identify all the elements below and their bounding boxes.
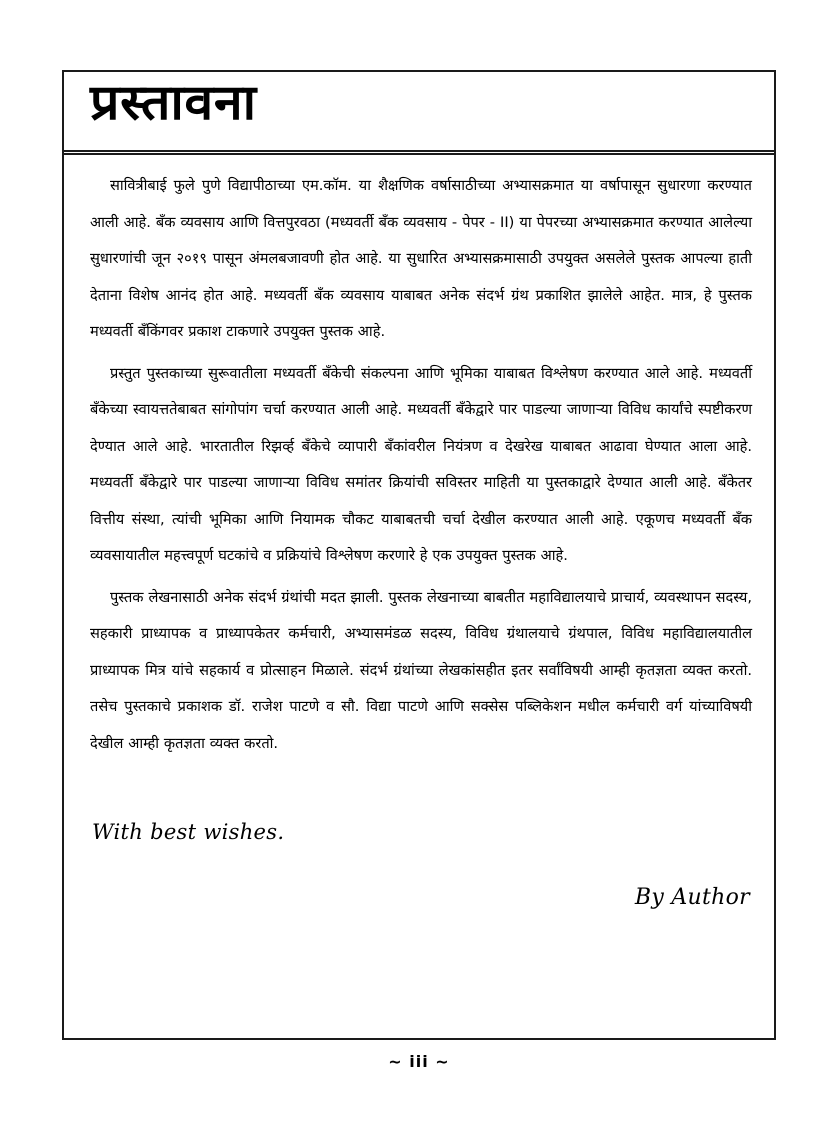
page-title: प्रस्तावना [90, 74, 257, 131]
paragraph-3: पुस्तक लेखनासाठी अनेक संदर्भ ग्रंथांची मदत झाली. पुस्तक लेखनाच्या बाबतीत महाविद्यालयाचे प्राचार्य, व्यवस्थापन सदस्य, सहकारी प्राध्यापक व प्राध्यापकेतर कर्मचारी, अभ्यासमंडळ सदस्य, विविध ग्रंथालयाचे ग्रंथपाल, विविध महाविद्यालयातील प्राध्यापक मित्र यांचे सहकार्य व प्रोत्साहन मिळाले. संदर्भ ग्रंथांच्या लेखकांसहीत इतर सर्वांविषयी आम्ही कृतज्ञता व्यक्त करतो. तसेच पुस्तकाचे प्रकाशक डॉ. राजेश पाटणे व सौ. विद्या पाटणे आणि सक्सेस पब्लिकेशन मधील कर्मचारी वर्ग यांच्याविषयी देखील आम्ही कृतज्ञता व्यक्त करतो. [90, 588, 752, 752]
paragraph-1: सावित्रीबाई फुले पुणे विद्यापीठाच्या एम.कॉम. या शैक्षणिक वर्षासाठीच्या अभ्यासक्रमात या वर्षापासून सुधारणा करण्यात आली आहे. बँक व्यवसाय आणि वित्तपुरवठा (मध्यवर्ती बँक व्यवसाय - पेपर - II) या पेपरच्या अभ्यासक्रमात करण्यात आलेल्या सुधारणांची जून २०१९ पासून अंमलबजावणी होत आहे. या सुधारित अभ्यासक्रमासाठी उपयुक्त असलेले पुस्तक आपल्या हाती देताना विशेष आनंद होत आहे. मध्यवर्ती बँक व्यवसाय याबाबत अनेक संदर्भ ग्रंथ प्रकाशित झालेले आहेत. मात्र, हे पुस्तक मध्यवर्ती बँकिंगवर प्रकाश टाकणारे उपयुक्त पुस्तक आहे. [90, 177, 752, 340]
signoff-block [90, 820, 752, 912]
title-divider-rule [64, 150, 774, 155]
by-author-signature: By Author [634, 885, 750, 911]
body-text-area [90, 168, 752, 1028]
best-wishes-text: With best wishes. [92, 820, 285, 844]
page-border-frame [62, 70, 776, 1040]
paragraph-2: प्रस्तुत पुस्तकाच्या सुरूवातीला मध्यवर्ती बँकेची संकल्पना आणि भूमिका याबाबत विश्लेषण करण्यात आले आहे. मध्यवर्ती बँकेच्या स्वायत्ततेबाबत सांगोपांग चर्चा करण्यात आली आहे. मध्यवर्ती बँकेद्वारे पार पाडल्या जाणाऱ्या विविध कार्यांचे स्पष्टीकरण देण्यात आले आहे. भारतातील रिझर्व्ह बँकेचे व्यापारी बँकांवरील नियंत्रण व देखरेख याबाबत आढावा घेण्यात आला आहे. मध्यवर्ती बँकेद्वारे पार पाडल्या जाणाऱ्या विविध समांतर क्रियांची सविस्तर माहिती या पुस्तकाद्वारे देण्यात आली आहे. बँकेतर वित्तीय संस्था, त्यांची भूमिका आणि नियामक चौकट याबाबतची चर्चा देखील करण्यात आली आहे. एकूणच मध्यवर्ती बँक व्यवसायातील महत्त्वपूर्ण घटकांचे व प्रक्रियांचे विश्लेषण करणारे हे एक उपयुक्त पुस्तक आहे. [90, 364, 752, 564]
title-block [64, 72, 774, 152]
page-number-footer: ~ iii ~ [388, 1052, 450, 1071]
